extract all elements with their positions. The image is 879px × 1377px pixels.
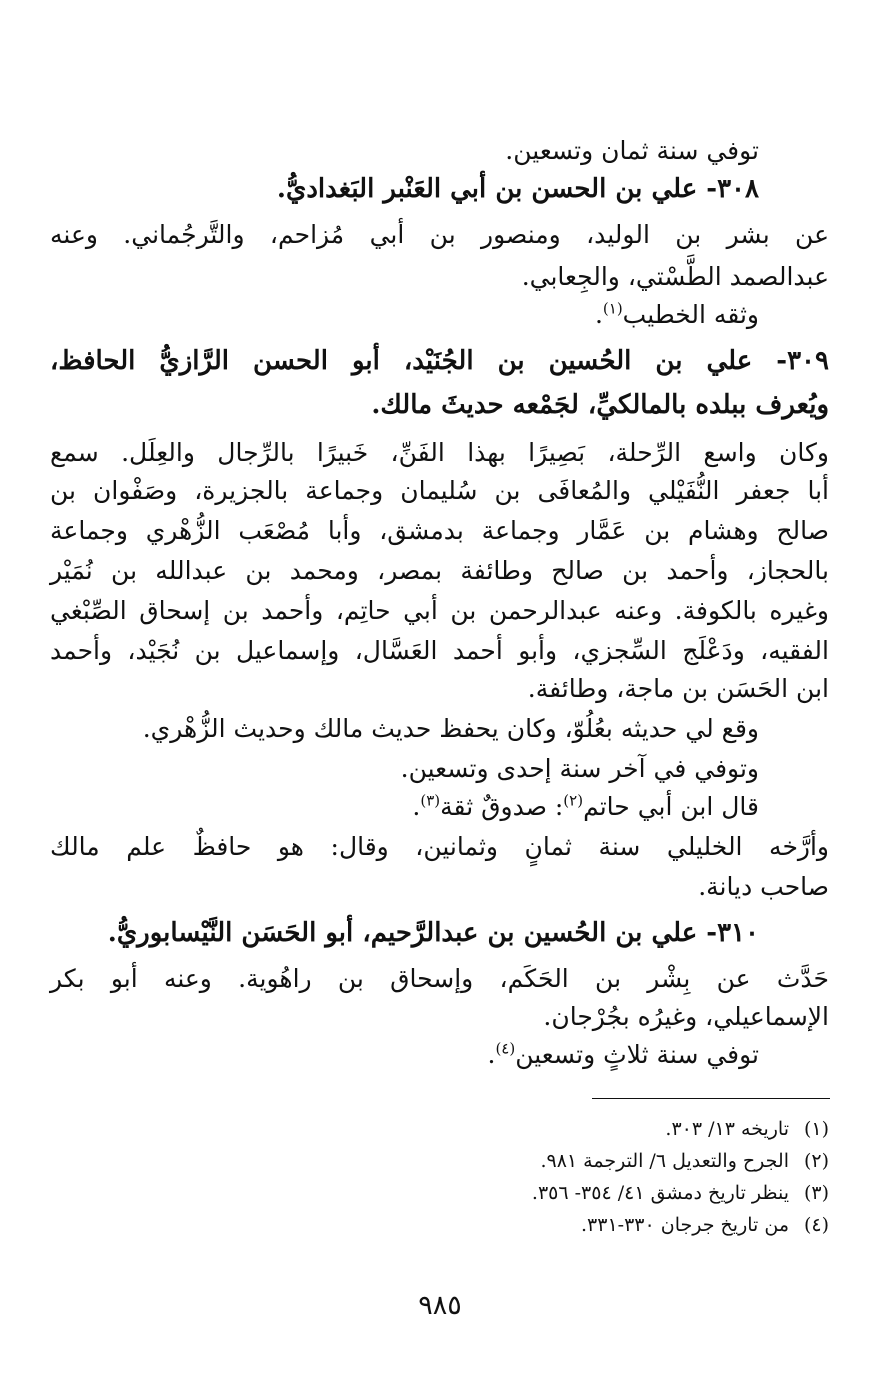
text-span: وثقه الخطيب [622,300,759,329]
text-line: وغيره بالكوفة. وعنه عبدالرحمن بن أبي حاتِم، وأحمد بن إسحاق الصِّبْغي [50,596,829,625]
text-line: وقع لي حديثه بعُلُوّ، وكان يحفظ حديث مالك وحديث الزُّهْري. [142,714,759,743]
footnote-ref[interactable]: (٣) [420,791,441,810]
footnote-text: تاريخه ١٣/ ٣٠٣. [665,1118,789,1140]
text-line [595,298,759,332]
text-line: وكان واسع الرِّحلة، بَصِيرًا بهذا الفَنِّ، خَبيرًا بالرِّجال والعِلَل. سمع [50,438,829,467]
footnote-number: (٢) [803,1150,829,1172]
text-line: وتوفي في آخر سنة إحدى وتسعين. [400,754,759,783]
footnote [532,1180,829,1206]
footnote-number: (٣) [803,1182,829,1204]
footnote-text: ينظر تاريخ دمشق ٤١/ ٣٥٤- ٣٥٦. [531,1182,789,1204]
text-span: قال ابن أبي حاتم [583,792,759,821]
text-span: . [594,300,603,329]
text-line: صاحب ديانة. [698,872,829,901]
footnote-number: (٤) [803,1214,829,1236]
text-line: ابن الحَسَن بن ماجة، وطائفة. [527,674,829,703]
text-line: الفقيه، ودَعْلَج السِّجزي، وأبو أحمد العَسَّال، وإسماعيل بن نُجَيْد، وأحمد [50,636,829,665]
entry-309-heading-cont: ويُعرف ببلده بالمالكيِّ، لجَمْعه حديثَ مالك. [371,390,829,420]
text-span: توفي سنة ثلاثٍ وتسعين [515,1040,759,1069]
text-line: الإسماعيلي، وغيرُه بجُرْجان. [543,1002,829,1031]
text-line: أبا جعفر النُّفَيْلي والمُعافَى بن سُليمان وجماعة بالجزيرة، وصَفْوان بن [50,476,830,505]
text-line: صالح وهشام بن عَمَّار وجماعة بدمشق، وأبا مُصْعَب الزُّهْري وجماعة [50,516,829,545]
footnote-ref[interactable]: (٤) [495,1039,516,1058]
footnote-divider [592,1098,830,1099]
entry-310-heading: ٣١٠- علي بن الحُسين بن عبدالرَّحيم، أبو الحَسَن النَّيْسابوريُّ. [107,918,759,948]
text-span: : صدوقٌ ثقة [440,792,564,821]
text-line: عن بشر بن الوليد، ومنصور بن أبي مُزاحم، والتَّرجُماني. وعنه [50,220,829,249]
footnote-text: الجرح والتعديل ٦/ الترجمة ٩٨١. [540,1150,789,1172]
text-line: بالحجاز، وأحمد بن صالح وطائفة بمصر، ومحمد بن عبدالله بن نُمَيْر [50,556,829,585]
footnote-number: (١) [803,1118,829,1140]
footnote-ref[interactable]: (١) [602,299,623,318]
entry-309-heading: ٣٠٩- علي بن الحُسين بن الجُنَيْد، أبو الحسن الرَّازيُّ الحافظ، [50,346,829,376]
text-line: حَدَّث عن بِشْر بن الحَكَم، وإسحاق بن راهُوية. وعنه أبو بكر [50,964,829,993]
text-line [487,1038,759,1072]
text-line [412,790,759,824]
footnote-text: من تاريخ جرجان ٣٣٠-٣٣١. [581,1214,789,1236]
text-span: . [487,1040,496,1069]
page-number: ٩٨٥ [418,1290,462,1321]
footnote [581,1212,829,1238]
text-span: . [412,792,421,821]
text-line: وأرَّخه الخليلي سنة ثمانٍ وثمانين، وقال: هو حافظٌ علم مالك [50,832,829,861]
footnote-ref[interactable]: (٢) [563,791,584,810]
text-line: عبدالصمد الطَّسْتي، والجِعابي. [521,262,829,291]
footnote [540,1148,829,1174]
text-line: توفي سنة ثمان وتسعين. [505,136,759,165]
entry-308-heading: ٣٠٨- علي بن الحسن بن أبي العَنْبر البَغداديُّ. [276,174,759,204]
footnote [665,1116,829,1142]
